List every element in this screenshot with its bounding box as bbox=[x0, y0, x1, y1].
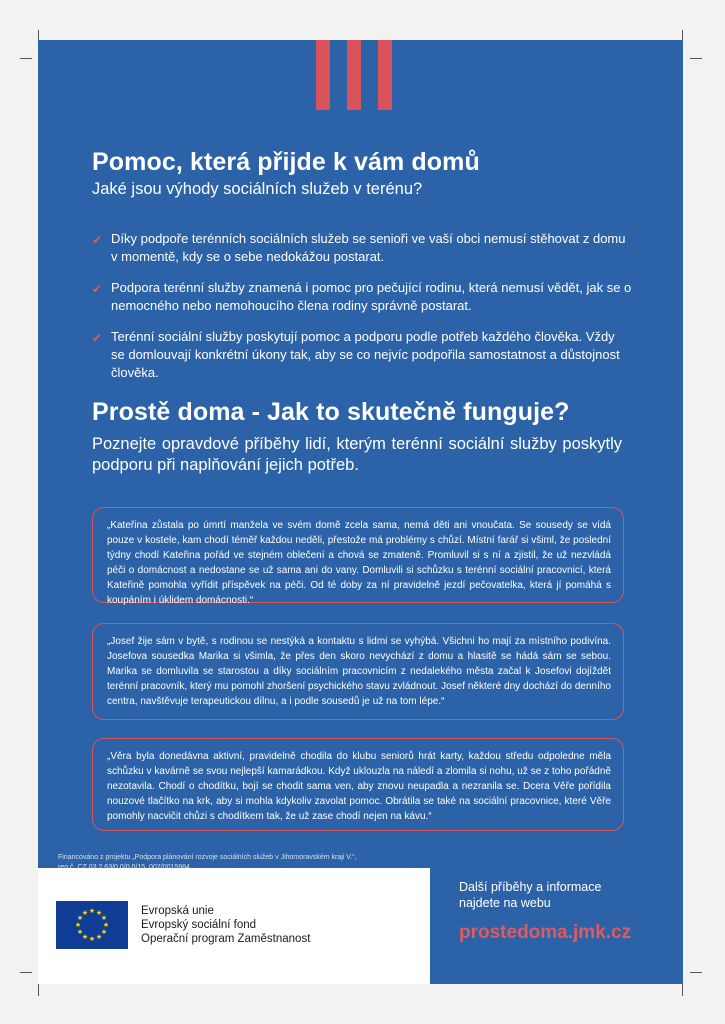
checkmark-icon: ✔ bbox=[92, 331, 103, 345]
crop-mark bbox=[38, 984, 39, 996]
svg-text:★: ★ bbox=[81, 933, 89, 941]
page-title: Pomoc, která přijde k vám domů bbox=[92, 148, 480, 176]
svg-text:★: ★ bbox=[102, 921, 110, 929]
leaflet-page bbox=[38, 40, 683, 984]
section-title: Prostě doma - Jak to skutečně funguje? bbox=[92, 398, 570, 426]
eu-line: Evropský sociální fond bbox=[141, 919, 257, 931]
checkmark-icon: ✔ bbox=[92, 282, 103, 296]
eu-line: Operační program Zaměstnanost bbox=[141, 933, 311, 945]
list-item bbox=[92, 230, 632, 266]
more-info-line: najdete na webu bbox=[459, 896, 551, 910]
benefit-text: Díky podpoře terénních sociálních služeb se senioři ve vaší obci nemusí stěhovat z domu v momentě, kdy se o sebe nedokážou postarat. bbox=[111, 231, 626, 264]
svg-text:★: ★ bbox=[88, 907, 96, 915]
funding-line: Financováno z projektu „Podpora plánování rozvoje sociálních služeb v Jihomoravském kraji V.“, bbox=[58, 854, 357, 861]
crop-mark bbox=[690, 972, 702, 973]
crop-mark bbox=[20, 58, 32, 59]
crop-mark bbox=[690, 58, 702, 59]
svg-text:★: ★ bbox=[95, 933, 103, 941]
story-text: „Josef žije sám v bytě, s rodinou se nestýká a kontaktu s lidmi se vyhýbá. Všichni ho mají za místního podivína. Josefova sousedka Marika si všimla, že přes den skoro nevychází z domu a hlasitě se hádá sám se sebou. Marika se domluvila se starostou a díky sociálním pracovnicím z nedalekého města začal k Josefovi dojíždět terénní pracovník, který mu pomohl zhoršení psychického stavu zvládnout. Josef některé dny dochází do denního centra, navštěvuje terapeutickou dílnu, a i podle sousedů je už na tom lépe.“ bbox=[107, 636, 611, 707]
brand-stripe bbox=[347, 40, 361, 110]
svg-text:★: ★ bbox=[95, 909, 103, 917]
eu-line: Evropská unie bbox=[141, 905, 214, 917]
brand-stripe bbox=[316, 40, 330, 110]
story-box-josef bbox=[92, 623, 624, 720]
svg-text:★: ★ bbox=[100, 928, 108, 936]
section-subtitle: Poznejte opravdové příběhy lidí, kterým terénní sociální služby poskytly podporu při naplňování jejich potřeb. bbox=[92, 435, 622, 474]
crop-mark bbox=[682, 984, 683, 996]
svg-text:★: ★ bbox=[74, 921, 82, 929]
list-item bbox=[92, 328, 632, 382]
svg-text:★: ★ bbox=[81, 909, 89, 917]
eu-logo-panel bbox=[38, 868, 430, 984]
website-link[interactable]: prostedoma.jmk.cz bbox=[459, 922, 632, 943]
more-info-line: Další příběhy a informace bbox=[459, 880, 602, 894]
story-text: „Kateřina zůstala po úmrtí manžela ve svém domě zcela sama, nemá děti ani vnoučata. Se sousedy se vídá pouze v kostele, kam chodí téměř každou neděli, přestože má problémy s chůzí. Místní farář si všiml, že poslední týdny chodí Kateřina pořád ve stejném oblečení a chová se zmateně. Promluvil si s ní a zjistil, že už nezvládá péči o domácnost a nedostane se už sama ani do vany. Domluvili si schůzku s terénní sociální pracovnicí, která Kateřině pomohla vyřídit příspěvek na péči. Od té doby za ní pravidelně jezdí pečovatelka, která jí pomáhá s koupáním i úklidem domácnosti.“ bbox=[107, 520, 611, 606]
checkmark-icon: ✔ bbox=[92, 233, 103, 247]
svg-text:★: ★ bbox=[100, 914, 108, 922]
story-box-vera bbox=[92, 738, 624, 831]
svg-text:★: ★ bbox=[76, 914, 84, 922]
eu-stars-icon bbox=[56, 901, 128, 949]
svg-text:★: ★ bbox=[76, 928, 84, 936]
list-item bbox=[92, 279, 632, 315]
crop-mark bbox=[20, 972, 32, 973]
more-info-text bbox=[459, 879, 601, 911]
eu-programme-text bbox=[141, 904, 310, 946]
story-text: „Věra byla donedávna aktivní, pravidelně chodila do klubu seniorů hrát karty, každou středu odpoledne měla schůzku v kavárně se svou nejlepší kamarádkou. Když uklouzla na náledí a zlomila si nohu, už se z toho pořádně nezotavila. Chodí o chodítku, bojí se chodit sama ven, aby znovu neupadla a nezranila se. Dcera Věře pořídila nouzové tlačítko na krk, aby si mohla kdykoliv zavolat pomoc. Obrátila se také na sociální pracovnice, které Věře pomohly nacvičit chůzi s chodítkem tak, že už zase chodí nejen na kávu.“ bbox=[107, 751, 611, 822]
eu-flag-icon bbox=[56, 901, 128, 949]
benefit-text: Podpora terénní služby znamená i pomoc pro pečující rodinu, která nemusí vědět, jak se o nemocného nebo nemohoucího člena rodiny správně postarat. bbox=[111, 280, 632, 313]
benefit-text: Terénní sociální služby poskytují pomoc a podporu podle potřeb každého člověka. Vždy se domlouvají konkrétní úkony tak, aby se co nejvíc podpořila samostatnost a důstojnost člověka. bbox=[111, 329, 620, 380]
page-subtitle: Jaké jsou výhody sociálních služeb v terénu? bbox=[92, 180, 423, 198]
brand-stripe bbox=[378, 40, 392, 110]
story-box-katerina bbox=[92, 507, 624, 606]
svg-text:★: ★ bbox=[88, 935, 96, 943]
benefits-list bbox=[92, 230, 632, 395]
